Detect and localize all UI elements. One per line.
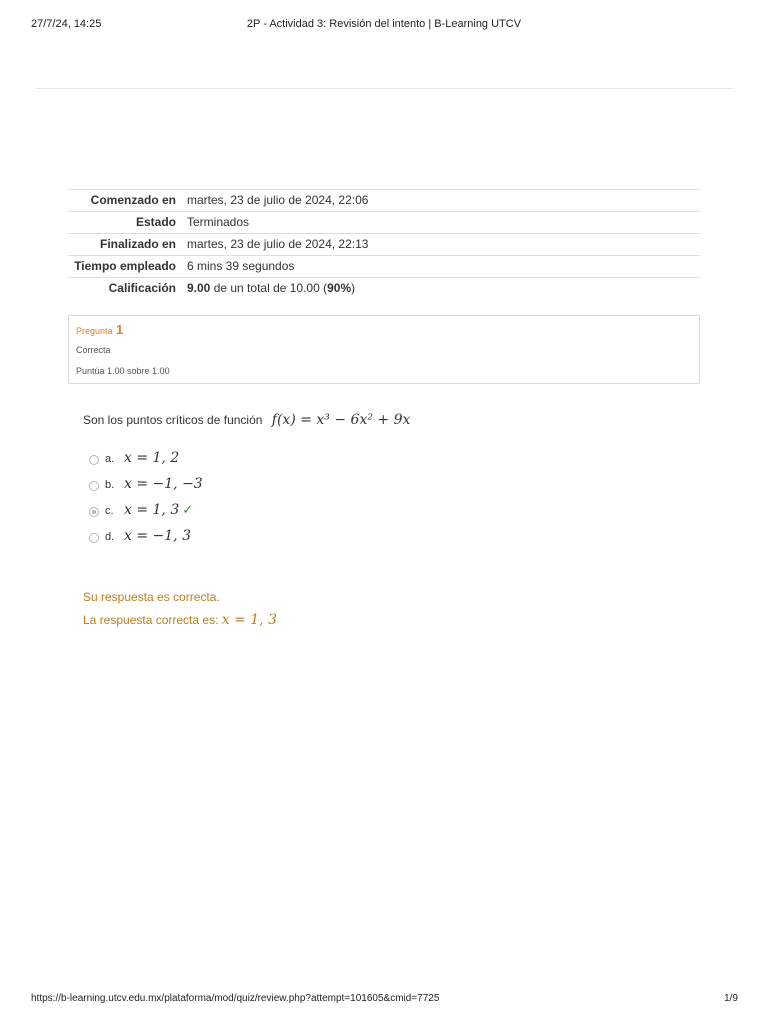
question-formula: f(x) = x³ − 6x² + 9x [271, 412, 411, 428]
option-value-wrap [124, 502, 193, 518]
radio-button[interactable] [89, 481, 99, 491]
question-number [76, 322, 123, 337]
option-letter: b. [105, 479, 115, 491]
option-letter: c. [105, 505, 114, 517]
summary-label: Estado [135, 215, 176, 229]
summary-row-finished [68, 234, 700, 256]
feedback-result: Su respuesta es correcta. [83, 590, 220, 604]
question-label: Pregunta [76, 326, 113, 336]
summary-value: Terminados [187, 215, 250, 229]
feedback-correct-prefix: La respuesta correcta es: [83, 613, 222, 627]
option-value: x = −1, −3 [124, 476, 203, 492]
question-number-value: 1 [116, 322, 124, 337]
option-letter: d. [105, 531, 115, 543]
summary-value: martes, 23 de julio de 2024, 22:13 [187, 237, 369, 251]
grade-score: 9.00 [187, 281, 211, 295]
attempt-summary-table [68, 189, 700, 299]
summary-value: martes, 23 de julio de 2024, 22:06 [187, 193, 369, 207]
print-page-number: 1/9 [724, 993, 738, 1004]
feedback-correct-answer [83, 612, 277, 628]
question-text [83, 412, 410, 428]
option-letter: a. [105, 453, 115, 465]
print-timestamp: 27/7/24, 14:25 [31, 18, 102, 30]
option-value: x = −1, 3 [124, 528, 191, 544]
summary-value [182, 278, 700, 300]
summary-label: Finalizado en [99, 237, 176, 251]
print-page-title: 2P - Actividad 3: Revisión del intento | B-Learning UTCV [246, 18, 522, 30]
question-info-box [68, 315, 700, 384]
summary-value: 6 mins 39 segundos [187, 259, 295, 273]
summary-label: Tiempo empleado [74, 259, 176, 273]
radio-button[interactable] [89, 533, 99, 543]
question-mark: Puntúa 1.00 sobre 1.00 [76, 366, 170, 376]
grade-text: de un total de 10.00 ( [210, 281, 328, 295]
print-header [0, 18, 768, 34]
summary-label: Comenzado en [90, 193, 176, 207]
summary-row-started [68, 190, 700, 212]
summary-row-grade [68, 278, 700, 300]
grade-percent: 90% [327, 281, 352, 295]
print-url: https://b-learning.utcv.edu.mx/plataforma/mod/quiz/review.php?attempt=101605&cmid=7725 [31, 993, 440, 1004]
header-divider [36, 88, 733, 89]
grade-text-end: ) [351, 281, 356, 295]
summary-row-time [68, 256, 700, 278]
option-value: x = 1, 3 [124, 502, 180, 518]
option-value: x = 1, 2 [124, 450, 180, 466]
question-prompt: Son los puntos críticos de función [83, 413, 263, 427]
summary-row-state [68, 212, 700, 234]
feedback-correct-value: x = 1, 3 [221, 612, 277, 628]
summary-label: Calificación [108, 281, 176, 295]
question-state: Correcta [76, 345, 111, 355]
correct-check-icon: ✓ [182, 503, 194, 518]
answer-feedback [83, 590, 277, 628]
radio-button[interactable] [89, 455, 99, 465]
radio-button-selected[interactable] [89, 507, 99, 517]
